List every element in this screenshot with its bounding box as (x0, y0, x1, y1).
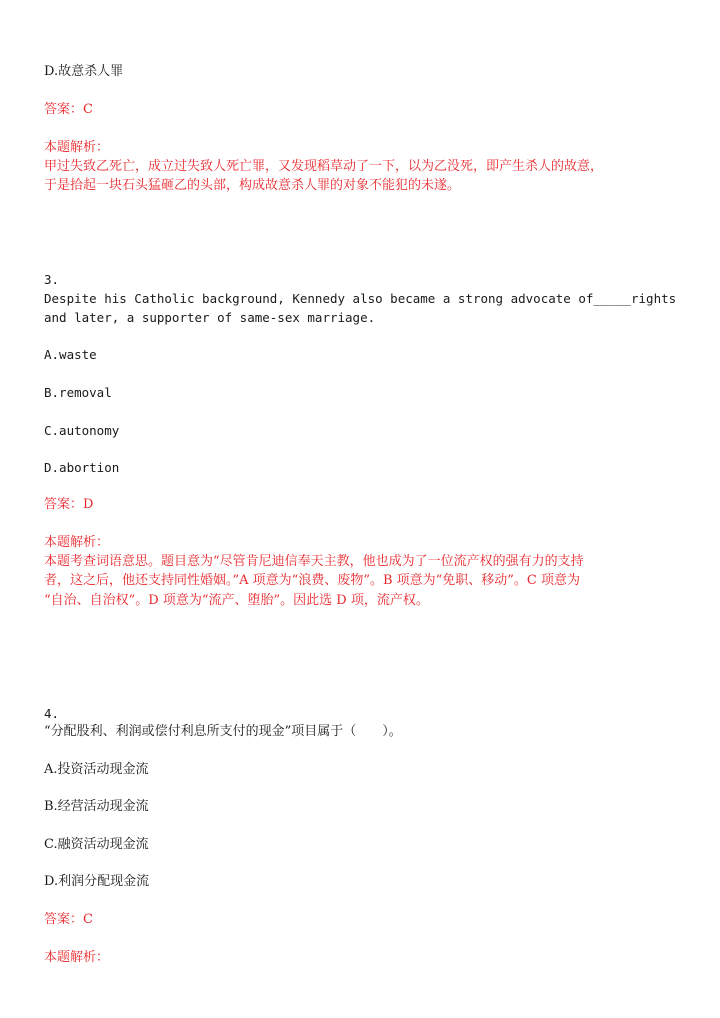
q3-option-a: A.waste (44, 347, 97, 362)
q3-analysis-label: 本题解析： (44, 535, 110, 550)
q3-stem-line-1: Despite his Catholic background, Kennedy also became a strong advocate of_____rights (44, 291, 677, 306)
q3-answer: 答案：D (44, 497, 94, 512)
q3-option-b: B.removal (44, 385, 112, 400)
q4-number: 4. (44, 706, 60, 721)
q4-answer: 答案：C (44, 912, 93, 927)
q2-analysis-line-2: 于是拾起一块石头猛砸乙的头部，构成故意杀人罪的对象不能犯的未遂。 (44, 178, 461, 193)
q3-option-c: C.autonomy (44, 423, 120, 438)
q4-option-c: C.融资活动现金流 (44, 837, 149, 852)
q2-analysis-label: 本题解析： (44, 140, 110, 155)
q3-analysis-line-3: “自治、自治权”。D 项意为“流产、堕胎”。因此选 D 项，流产权。 (44, 593, 429, 608)
q2-analysis-line-1: 甲过失致乙死亡，成立过失致人死亡罪，又发现稻草动了一下，以为乙没死，即产生杀人的故意， (44, 159, 604, 174)
q2-answer: 答案：C (44, 102, 93, 117)
q2-option-d: D.故意杀人罪 (44, 64, 124, 79)
q3-analysis-line-2: 者，这之后，他还支持同性婚姻。”A 项意为“浪费、废物”。B 项意为“免职、移动”。C 项意为 (44, 573, 581, 588)
q3-stem-line-2: and later, a supporter of same-sex marriage. (44, 310, 376, 325)
q4-analysis-label: 本题解析： (44, 950, 110, 965)
q3-option-d: D.abortion (44, 460, 120, 475)
q3-analysis-line-1: 本题考查词语意思。题目意为“尽管肯尼迪信奉天主教，他也成为了一位流产权的强有力的支持 (44, 554, 584, 569)
q4-option-d: D.利润分配现金流 (44, 874, 150, 889)
q4-option-b: B.经营活动现金流 (44, 799, 149, 814)
q4-option-a: A.投资活动现金流 (44, 762, 149, 777)
q3-number: 3. (44, 272, 60, 287)
q4-stem: “分配股利、利润或偿付利息所支付的现金”项目属于（ ）。 (44, 724, 402, 739)
